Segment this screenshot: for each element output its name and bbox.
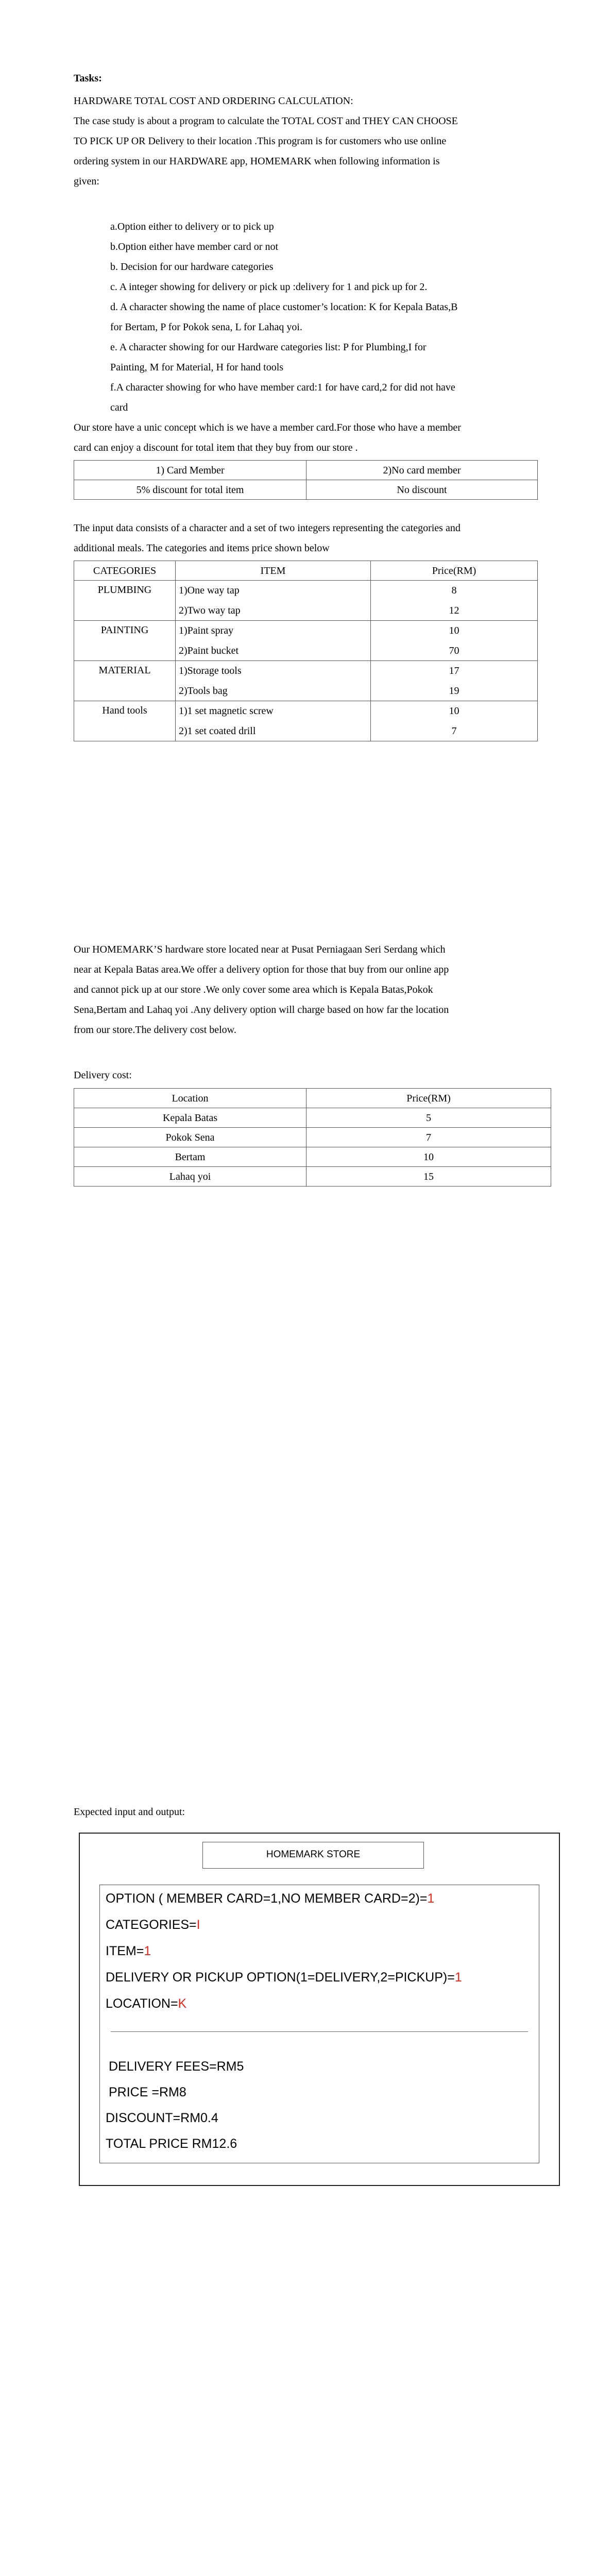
delivery-line: Sena,Bertam and Lahaq yoi .Any delivery option will charge based on how far the location (74, 1004, 449, 1015)
delivery-price-cell: 7 (306, 1128, 551, 1147)
categories-header: Price(RM) (371, 561, 538, 581)
location-cell: Pokok Sena (74, 1128, 306, 1147)
output-line: DISCOUNT=RM0.4 (106, 2111, 218, 2125)
input-value: K (178, 1996, 187, 2011)
member-line: card can enjoy a discount for total item that they buy from our store . (74, 442, 358, 453)
output-line: PRICE =RM8 (109, 2085, 186, 2099)
member-cell: No discount (306, 480, 538, 500)
input-value: 1 (144, 1944, 151, 1958)
tasks-line: given: (74, 176, 99, 187)
item-cell: 2)1 set coated drill (176, 721, 371, 741)
tasks-list-item: d. A character showing the name of place customer’s location: K for Kepala Batas,B (110, 301, 458, 313)
delivery-line: and cannot pick up at our store .We only cover some area which is Kepala Batas,Pokok (74, 984, 433, 995)
delivery-price-cell: 5 (306, 1108, 551, 1128)
tasks-line: ordering system in our HARDWARE app, HOMEMARK when following information is (74, 156, 440, 167)
price-cell: 8 (371, 581, 538, 601)
location-cell: Bertam (74, 1147, 306, 1167)
delivery-price-cell: 10 (306, 1147, 551, 1167)
tasks-list-item: for Bertam, P for Pokok sena, L for Lahaq yoi. (110, 321, 302, 333)
category-cell: PLUMBING (74, 581, 176, 621)
input-prompt: ITEM= (106, 1944, 144, 1958)
categories-table (74, 561, 538, 741)
input-value: 1 (427, 1891, 435, 1906)
tasks-list-item: f.A character showing for who have member card:1 for have card,2 for did not have (110, 382, 455, 393)
delivery-cost-label: Delivery cost: (74, 1070, 132, 1081)
input-prompt: OPTION ( MEMBER CARD=1,NO MEMBER CARD=2)= (106, 1891, 428, 1906)
input-line (106, 1943, 151, 1959)
delivery-table (74, 1088, 551, 1187)
member-line: Our store have a unic concept which is we have a member card.For those who have a member (74, 422, 461, 433)
tasks-list-item: b. Decision for our hardware categories (110, 261, 274, 273)
tasks-line: TO PICK UP OR Delivery to their location .This program is for customers who use online (74, 135, 447, 147)
price-cell: 19 (371, 681, 538, 701)
member-cell: 2)No card member (306, 461, 538, 480)
item-cell: 2)Tools bag (176, 681, 371, 701)
delivery-line: Our HOMEMARK’S hardware store located near at Pusat Perniagaan Seri Serdang which (74, 944, 446, 955)
tasks-list-item: a.Option either to delivery or to pick up (110, 221, 274, 232)
price-cell: 10 (371, 621, 538, 641)
member-cell: 1) Card Member (74, 461, 306, 480)
price-cell: 10 (371, 701, 538, 721)
categories-header: CATEGORIES (74, 561, 176, 581)
store-title: HOMEMARK STORE (202, 1842, 424, 1869)
location-cell: Lahaq yoi (74, 1167, 306, 1187)
tasks-heading: Tasks: (74, 73, 102, 84)
category-cell: Hand tools (74, 701, 176, 741)
category-cell: PAINTING (74, 621, 176, 661)
item-cell: 2)Paint bucket (176, 641, 371, 661)
output-line: TOTAL PRICE RM12.6 (106, 2137, 237, 2151)
categories-header: ITEM (176, 561, 371, 581)
input-prompt: LOCATION= (106, 1996, 178, 2011)
item-cell: 1)One way tap (176, 581, 371, 601)
item-cell: 2)Two way tap (176, 601, 371, 621)
input-value: 1 (454, 1970, 462, 1985)
tasks-list-item: e. A character showing for our Hardware categories list: P for Plumbing,I for (110, 342, 427, 353)
price-cell: 12 (371, 601, 538, 621)
input-value: I (196, 1918, 200, 1932)
input-prompt: CATEGORIES= (106, 1918, 197, 1932)
member-table (74, 460, 538, 500)
price-cell: 7 (371, 721, 538, 741)
delivery-header: Price(RM) (306, 1089, 551, 1108)
delivery-line: near at Kepala Batas area.We offer a delivery option for those that buy from our online app (74, 964, 449, 975)
expected-label: Expected input and output: (74, 1806, 185, 1818)
delivery-price-cell: 15 (306, 1167, 551, 1187)
input-line (106, 1996, 186, 2011)
tasks-line: The case study is about a program to calculate the TOTAL COST and THEY CAN CHOOSE (74, 115, 458, 127)
tasks-list-item: card (110, 402, 128, 413)
input-line (106, 1891, 434, 1906)
delivery-line: from our store.The delivery cost below. (74, 1024, 236, 1036)
tasks-list-item: b.Option either have member card or not (110, 241, 278, 252)
location-cell: Kepala Batas (74, 1108, 306, 1128)
item-cell: 1)1 set magnetic screw (176, 701, 371, 721)
tasks-list-item: c. A integer showing for delivery or pick up :delivery for 1 and pick up for 2. (110, 281, 428, 293)
price-cell: 70 (371, 641, 538, 661)
item-cell: 1)Paint spray (176, 621, 371, 641)
tasks-line: HARDWARE TOTAL COST AND ORDERING CALCULATION: (74, 95, 353, 107)
categories-line: The input data consists of a character and a set of two integers representing the categories and (74, 522, 461, 534)
input-line (106, 1970, 462, 1985)
delivery-header: Location (74, 1089, 306, 1108)
input-line (106, 1917, 200, 1933)
category-cell: MATERIAL (74, 661, 176, 701)
price-cell: 17 (371, 661, 538, 681)
output-line: DELIVERY FEES=RM5 (109, 2059, 244, 2074)
member-cell: 5% discount for total item (74, 480, 306, 500)
item-cell: 1)Storage tools (176, 661, 371, 681)
tasks-list-item: Painting, M for Material, H for hand tools (110, 362, 284, 373)
input-prompt: DELIVERY OR PICKUP OPTION(1=DELIVERY,2=PICKUP)= (106, 1970, 455, 1985)
console-divider (111, 2031, 528, 2032)
categories-line: additional meals. The categories and items price shown below (74, 543, 330, 554)
